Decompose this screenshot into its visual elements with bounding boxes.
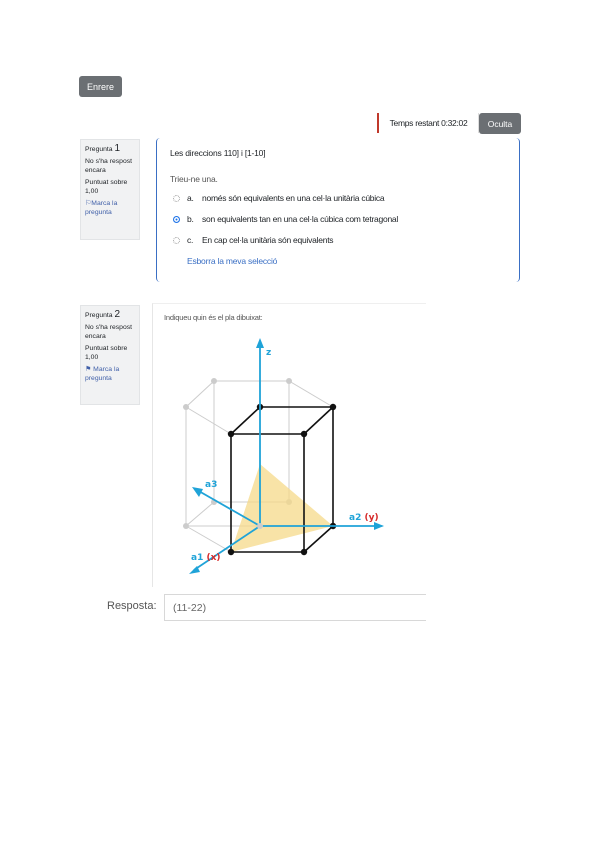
axes [189, 338, 384, 574]
time-remaining: Temps restant 0:32:02 [377, 113, 479, 133]
flag-icon: ⚑ [85, 366, 92, 373]
flag-question-link[interactable]: ⚐Marca la pregunta [85, 200, 118, 216]
question-2-content [152, 303, 426, 587]
question-text: Les direccions 110] i [1-10] [170, 148, 266, 158]
radio-option-a[interactable] [173, 195, 180, 202]
flag-question-link[interactable]: ⚑ Marca la pregunta [85, 366, 120, 382]
question-text: Indiqueu quin és el pla dibuixat: [164, 313, 263, 322]
question-1-content [156, 138, 520, 282]
origin-atom [257, 523, 263, 529]
hexagonal-cell-diagram [153, 304, 427, 588]
question-prompt: Trieu-ne una. [170, 174, 218, 184]
question-status: No s'ha respost encara [85, 324, 133, 340]
option-b[interactable]: b. son equivalents tan en una cel·la cúbica com tetragonal [173, 213, 398, 225]
axis-a3-label: a3 [205, 480, 218, 490]
flag-outline-icon: ⚐ [85, 200, 92, 207]
option-a[interactable]: a. només són equivalents en una cel·la unitària cúbica [173, 192, 384, 204]
back-button[interactable]: Enrere [79, 76, 122, 97]
answer-input[interactable] [164, 594, 426, 621]
clear-selection-link[interactable]: Esborra la meva selecció [187, 256, 278, 266]
axis-a2-label: a2 (y) [349, 513, 379, 523]
option-c-text: En cap cel·la unitària són equivalents [202, 235, 334, 245]
question-number: Pregunta 2 [85, 309, 121, 320]
axis-z-label: z [266, 348, 272, 358]
option-a-text: només són equivalents en una cel·la unitària cúbica [202, 193, 385, 203]
question-1-info [80, 139, 140, 240]
question-status: No s'ha respost encara [85, 158, 133, 174]
question-grade: Puntuat sobre 1,00 [85, 345, 128, 361]
option-b-text: son equivalents tan en una cel·la cúbica com tetragonal [202, 214, 399, 224]
axis-a1-label: a1 (x) [191, 553, 221, 563]
answer-label: Resposta: [107, 600, 157, 612]
radio-option-c[interactable] [173, 237, 180, 244]
question-grade: Puntuat sobre 1,00 [85, 179, 128, 195]
radio-option-b[interactable] [173, 216, 180, 223]
question-2-info [80, 305, 140, 405]
question-number: Pregunta 1 [85, 143, 121, 154]
option-c[interactable]: c. En cap cel·la unitària són equivalents [173, 234, 333, 246]
hide-timer-button[interactable]: Oculta [479, 113, 521, 134]
